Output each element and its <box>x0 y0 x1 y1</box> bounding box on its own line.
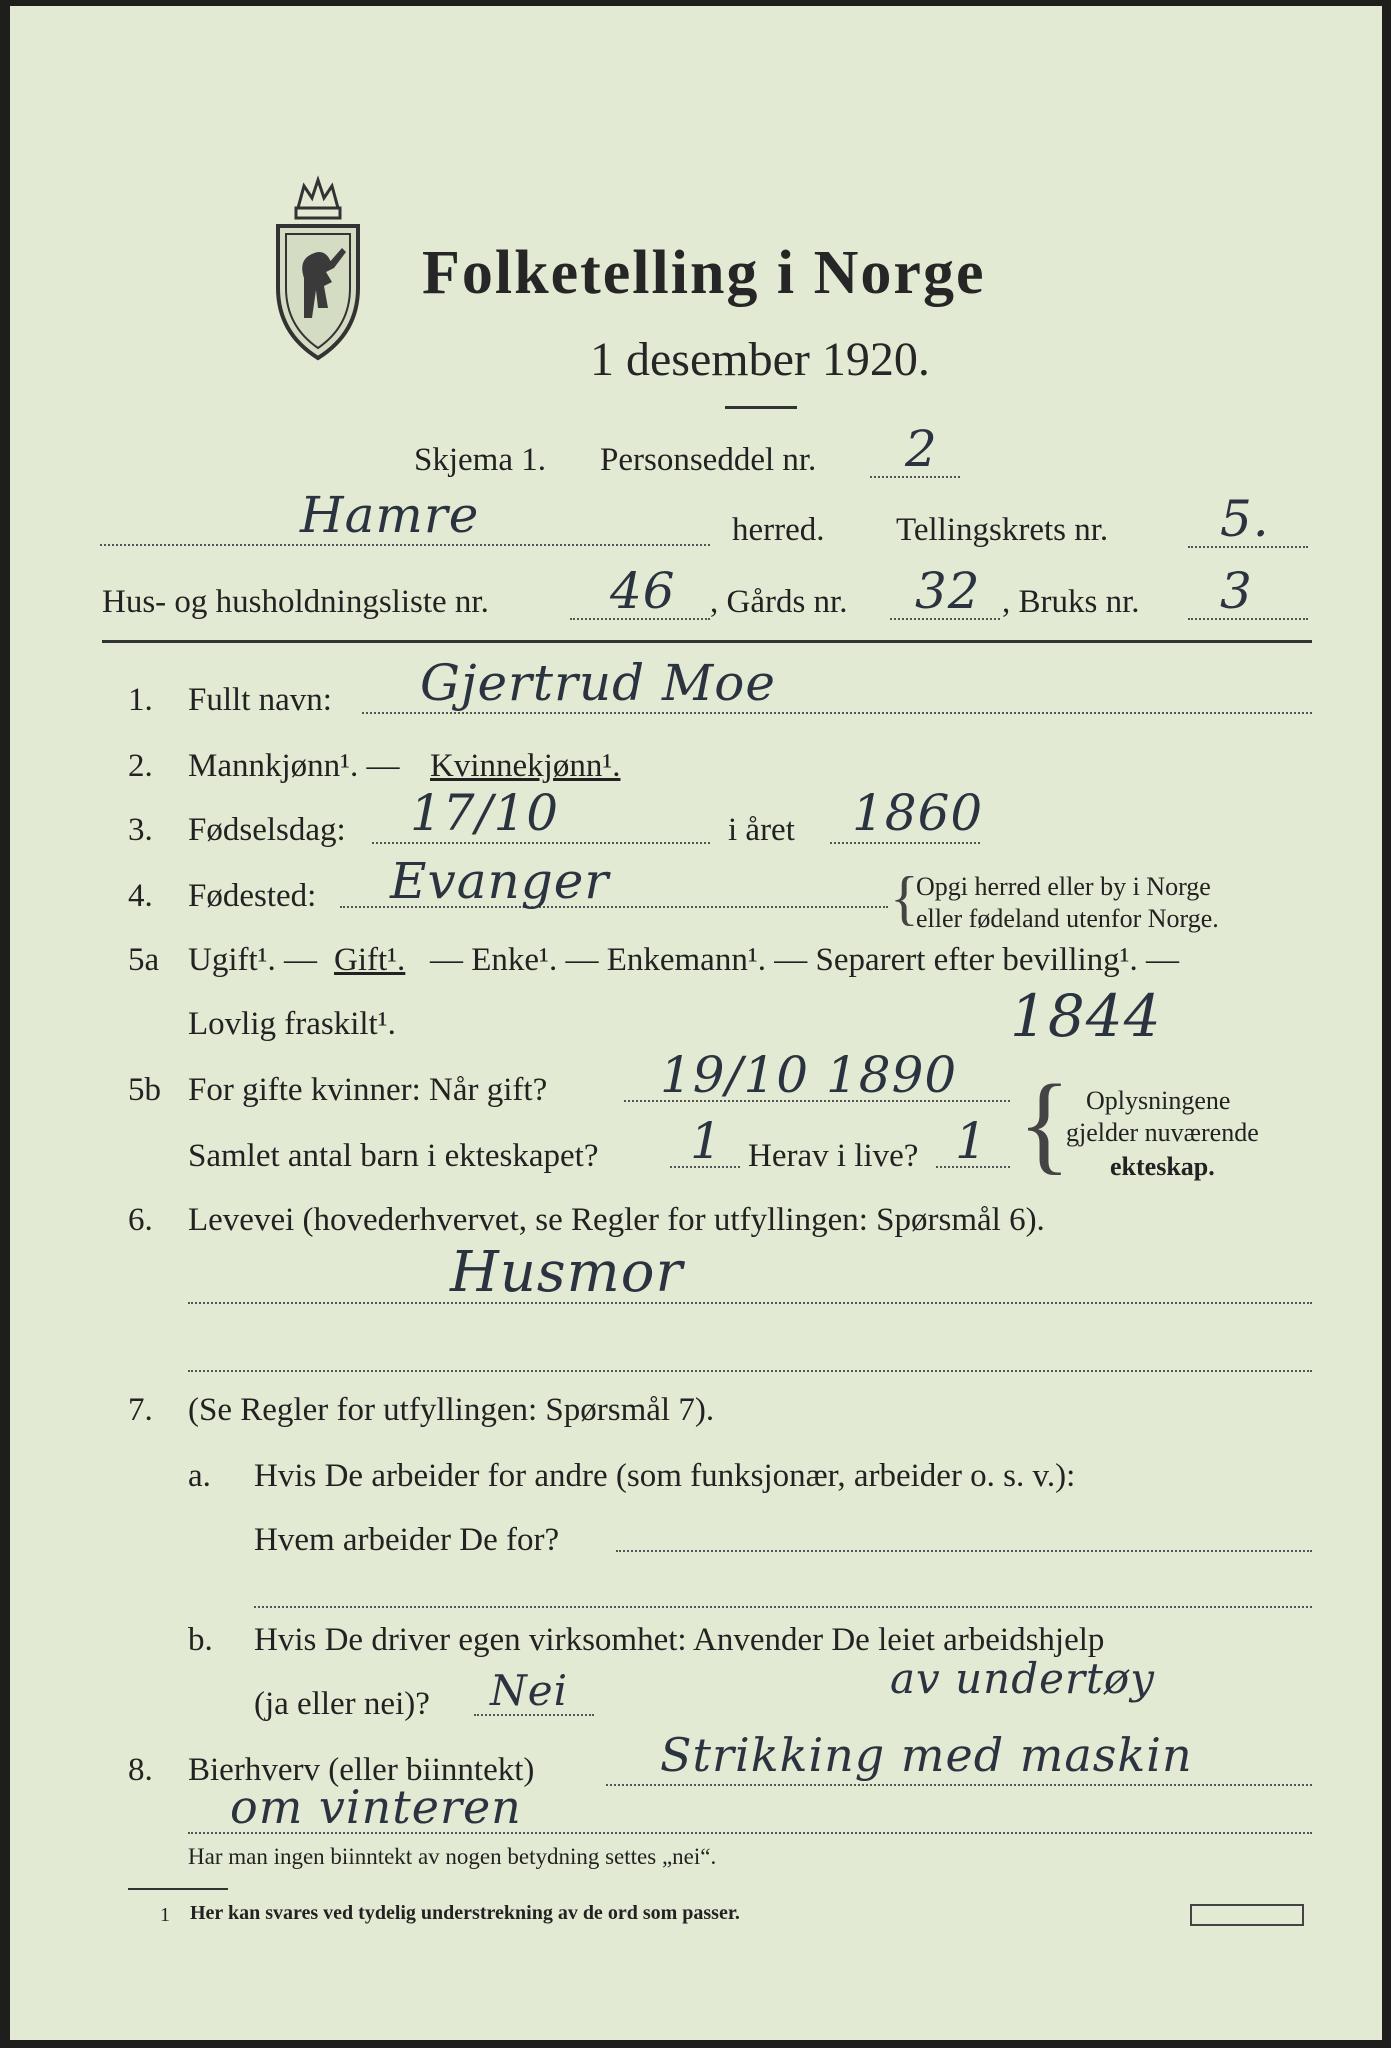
herred-line <box>100 544 710 546</box>
footnote-rule <box>128 1888 228 1890</box>
q7a-number: a. <box>188 1458 211 1494</box>
header-rule <box>102 640 1312 643</box>
q8-number: 8. <box>128 1752 153 1788</box>
q2-female-option: Kvinnekjønn¹. <box>430 748 621 784</box>
secondary-income-value-above: av undertøy <box>890 1654 1155 1703</box>
title-divider <box>725 406 797 409</box>
q6-line2 <box>188 1370 1312 1372</box>
q2-number: 2. <box>128 748 153 784</box>
hus-value: 46 <box>610 562 676 620</box>
occupation-value: Husmor <box>450 1240 684 1305</box>
printer-stamp <box>1190 1904 1304 1926</box>
q3-line <box>372 842 710 844</box>
q5b-married-label: For gifte kvinner: Når gift? <box>188 1072 548 1108</box>
q3-year-line <box>830 842 980 844</box>
q8-line1 <box>606 1784 1312 1786</box>
birthplace-value: Evanger <box>390 852 610 910</box>
tellingskrets-label: Tellingskrets nr. <box>896 512 1109 548</box>
q1-label: Fullt navn: <box>188 682 332 718</box>
q5b-living-label: Herav i live? <box>748 1138 919 1174</box>
gards-value: 32 <box>915 562 981 620</box>
q7b-line1: Hvis De driver egen virksomhet: Anvender De leiet arbeidshjelp <box>254 1622 1105 1658</box>
hired-help-value: Nei <box>490 1666 569 1715</box>
q3-number: 3. <box>128 812 153 848</box>
q3-year-label: i året <box>728 812 795 848</box>
q4-label: Fødested: <box>188 878 317 914</box>
q5b-note-line3: ekteskap. <box>1110 1152 1215 1181</box>
q4-note-brace: { <box>890 865 919 931</box>
personseddel-value: 2 <box>905 420 938 478</box>
q8-label: Bierhverv (eller biinntekt) <box>188 1752 535 1788</box>
q6-number: 6. <box>128 1202 153 1238</box>
q4-note-line2: eller fødeland utenfor Norge. <box>916 904 1219 933</box>
q5b-note-brace: { <box>1018 1062 1071 1184</box>
q5a-other-options: — Enke¹. — Enkemann¹. — Separert efter bevilling¹. — <box>430 942 1180 978</box>
q7a-line1: Hvis De arbeider for andre (som funksjonær, arbeider o. s. v.): <box>254 1458 1076 1494</box>
margin-note-value: 1844 <box>1010 982 1162 1050</box>
q6-line1 <box>188 1302 1312 1304</box>
q7a-line2: Hvem arbeider De for? <box>254 1522 560 1558</box>
q6-label: Levevei (hovederhvervet, se Regler for utfyllingen: Spørsmål 6). <box>188 1202 1045 1238</box>
q1-number: 1. <box>128 682 153 718</box>
census-form-sheet <box>10 6 1382 2040</box>
q3-label: Fødselsdag: <box>188 812 346 848</box>
q5a-divorced-option: Lovlig fraskilt¹. <box>188 1006 396 1042</box>
bruks-label: , Bruks nr. <box>1002 584 1140 620</box>
full-name-value: Gjertrud Moe <box>420 654 776 712</box>
census-date: 1 desember 1920. <box>590 333 930 386</box>
q5a-number: 5a <box>128 942 160 978</box>
herred-value: Hamre <box>300 486 480 544</box>
personseddel-label: Personseddel nr. <box>600 442 817 478</box>
q4-note-line1: Opgi herred eller by i Norge <box>916 872 1211 901</box>
secondary-income-value-2: om vinteren <box>230 1780 522 1834</box>
hus-label: Hus- og husholdningsliste nr. <box>102 584 489 620</box>
q5a-married-option: Gift¹. <box>334 942 406 978</box>
birth-day-value: 17/10 <box>410 784 560 842</box>
q7-number: 7. <box>128 1392 153 1428</box>
bruks-value: 3 <box>1220 562 1253 620</box>
birth-year-value: 1860 <box>852 784 984 842</box>
herred-label: herred. <box>732 512 825 548</box>
skjema-label: Skjema 1. <box>414 442 546 478</box>
footnote-mark: 1 <box>160 1904 170 1926</box>
q5b-note-line1: Oplysningene <box>1086 1086 1231 1115</box>
q4-number: 4. <box>128 878 153 914</box>
secondary-income-value: Strikking med maskin <box>660 1728 1193 1782</box>
children-count-value: 1 <box>690 1112 723 1170</box>
form-title: Folketelling i Norge <box>422 239 986 307</box>
q7a-answer-line1 <box>616 1550 1312 1552</box>
q8-note: Har man ingen biinntekt av nogen betydning settes „nei“. <box>188 1844 717 1869</box>
q5b-children-label: Samlet antal barn i ekteskapet? <box>188 1138 599 1174</box>
living-children-value: 1 <box>955 1112 988 1170</box>
tellingskrets-value: 5. <box>1220 490 1270 548</box>
q7b-line2: (ja eller nei)? <box>254 1686 430 1722</box>
q5b-note-line2: gjelder nuværende <box>1066 1118 1259 1147</box>
q5b-number: 5b <box>128 1072 161 1108</box>
q7-label: (Se Regler for utfyllingen: Spørsmål 7). <box>188 1392 715 1428</box>
q1-line <box>362 712 1312 714</box>
q2-male-option: Mannkjønn¹. — <box>188 748 400 784</box>
footnote-text: Her kan svares ved tydelig understrekning av de ord som passer. <box>190 1902 740 1924</box>
q5a-unmarried-option: Ugift¹. — <box>188 942 318 978</box>
q7b-number: b. <box>188 1622 213 1658</box>
q7a-answer-line2 <box>254 1606 1312 1608</box>
marriage-date-value: 19/10 1890 <box>660 1046 958 1104</box>
gards-label: , Gårds nr. <box>710 584 848 620</box>
coat-of-arms-icon <box>268 168 368 368</box>
